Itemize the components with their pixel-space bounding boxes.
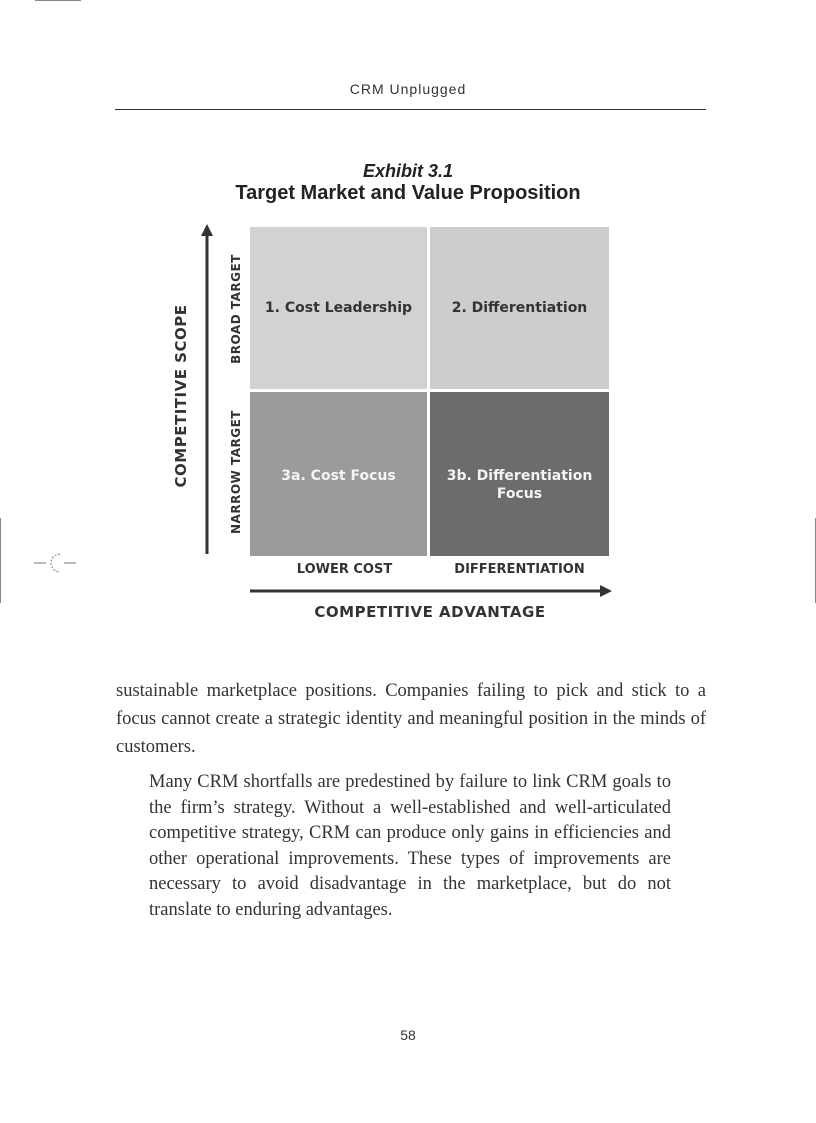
header-rule [115, 109, 706, 110]
quadrant-label [447, 467, 593, 503]
quadrant-label-line1: 3b. Differentiation [446, 468, 593, 484]
row-label-narrow: NARROW TARGET [229, 410, 243, 534]
left-edge-mark [0, 518, 1, 603]
quadrant-differentiation-focus [430, 392, 609, 556]
quadrant-label-line2: Focus [496, 486, 543, 502]
quadrant-label: 2. Differentiation [451, 300, 588, 316]
x-axis-label: COMPETITIVE ADVANTAGE [314, 603, 546, 621]
quadrant-label: 1. Cost Leadership [264, 300, 413, 316]
row-label-broad: BROAD TARGET [229, 254, 243, 364]
column-label-differentiation: DIFFERENTIATION [454, 562, 585, 577]
quadrant-cost-leadership [250, 227, 427, 389]
registration-mark-icon [30, 550, 80, 576]
page-number: 58 [400, 1027, 416, 1043]
exhibit-title: Target Market and Value Proposition [235, 182, 581, 204]
exhibit-label: Exhibit 3.1 [362, 161, 454, 181]
quadrant-cost-focus [250, 392, 427, 556]
top-left-edge-mark [35, 0, 81, 1]
column-label-lower-cost: LOWER COST [296, 562, 393, 577]
y-axis-label: COMPETITIVE SCOPE [172, 304, 190, 488]
vertical-axis-arrow-icon [200, 224, 214, 556]
body-paragraph: sustainable marketplace positions. Companies failing to pick and stick to a focus cannot create a strategic identity and meaningful position in the minds of customers. [116, 681, 706, 757]
quadrant-label: 3a. Cost Focus [281, 468, 396, 484]
indented-paragraph: Many CRM shortfalls are predestined by failure to link CRM goals to the firm’s strategy. Without a well-established and well-articulated competitive strategy, CRM can produce only gains in efficiencies and other operational improvements. These types of improvements are necessary to avoid disadvantage in the marketplace, but do not translate to enduring advantages. [149, 772, 671, 920]
horizontal-axis-arrow-icon [250, 584, 612, 598]
quadrant-differentiation [430, 227, 609, 389]
running-head: CRM Unplugged [349, 81, 467, 97]
